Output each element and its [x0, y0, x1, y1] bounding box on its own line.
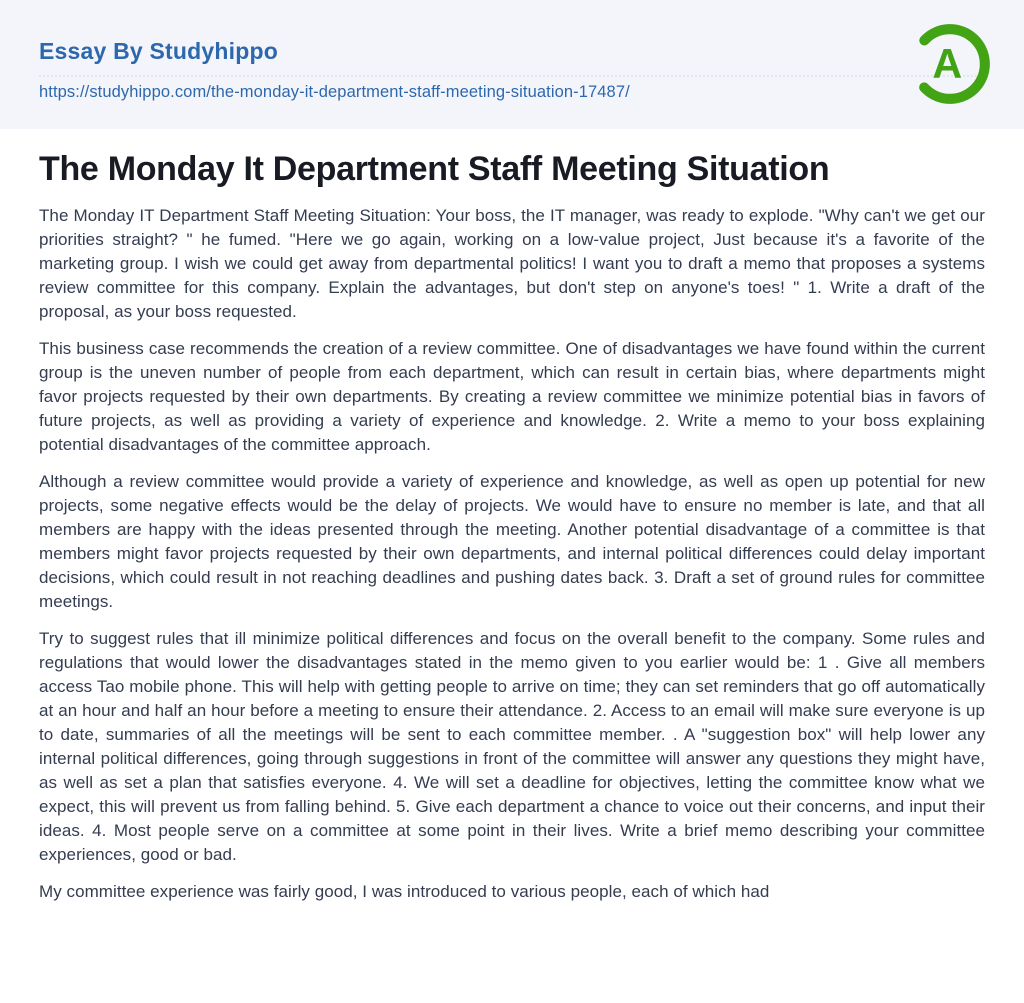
logo-letter: A	[932, 40, 963, 87]
essay-paragraph-3: Although a review committee would provide a variety of experience and knowledge, as well as open up potential for new projects, some negative effects would be the delay of projects. We would have to ensure no member is late, and that all members are happy with the ideas presented through the meeting. Another potential disadvantage of a committee is that members might favor projects requested by their own departments, and internal political differences could delay important decisions, which could result in not reaching deadlines and pushing dates back. 3. Draft a set of ground rules for committee meetings.	[39, 472, 985, 611]
logo-ring-icon	[906, 20, 994, 108]
source-url-link[interactable]: https://studyhippo.com/the-monday-it-department-staff-meeting-situation-17487/	[39, 83, 630, 101]
essay-paragraph-2: This business case recommends the creation of a review committee. One of disadvantages we have found within the current group is the uneven number of people from each department, which can result in certain bias, where departments might favor projects requested by their own departments. By creating a review committee we minimize potential bias in favors of future projects, as well as providing a variety of experience and knowledge. 2. Write a memo to your boss explaining potential disadvantages of the committee approach.	[39, 339, 985, 454]
site-title: Essay By Studyhippo	[39, 38, 278, 64]
essay-paragraph-1: The Monday IT Department Staff Meeting Situation: Your boss, the IT manager, was ready to explode. "Why can't we get our priorities straight? " he fumed. "Here we go again, working on a low-value project, Just because it's a favorite of the marketing group. I wish we could get away from departmental politics! I want you to draft a memo that proposes a systems review committee for this company. Explain the advantages, but don't step on anyone's toes! " 1. Write a draft of the proposal, as your boss requested.	[39, 206, 985, 321]
essay-paragraph-4: Try to suggest rules that ill minimize political differences and focus on the overall benefit to the company. Some rules and regulations that would lower the disadvantages stated in the memo given to you earlier would be: 1 . Give all members access Tao mobile phone. This will help with getting people to arrive on time; they can set reminders that go off automatically at an hour and half an hour before a meeting to ensure their attendance. 2. Access to an email will make sure everyone is up to date, summaries of all the meetings will be sent to each committee member. . A "suggestion box" will help lower any internal political differences, going through suggestions in front of the committee will answer any questions they might have, as well as set a plan that satisfies everyone. 4. We will set a deadline for objectives, letting the committee know what we expect, this will prevent us from falling behind. 5. Give each department a chance to voice out their concerns, and input their ideas. 4. Most people serve on a committee at some point in their lives. Write a brief memo describing your committee experiences, good or bad.	[39, 629, 985, 864]
essay-title: The Monday It Department Staff Meeting Situation	[39, 150, 830, 188]
essay-paragraph-5: My committee experience was fairly good, I was introduced to various people, each of which had	[39, 882, 770, 901]
dotted-divider	[39, 75, 985, 77]
page-header	[0, 0, 1024, 129]
essay-content	[0, 129, 1024, 904]
studyhippo-logo[interactable]	[906, 20, 994, 108]
